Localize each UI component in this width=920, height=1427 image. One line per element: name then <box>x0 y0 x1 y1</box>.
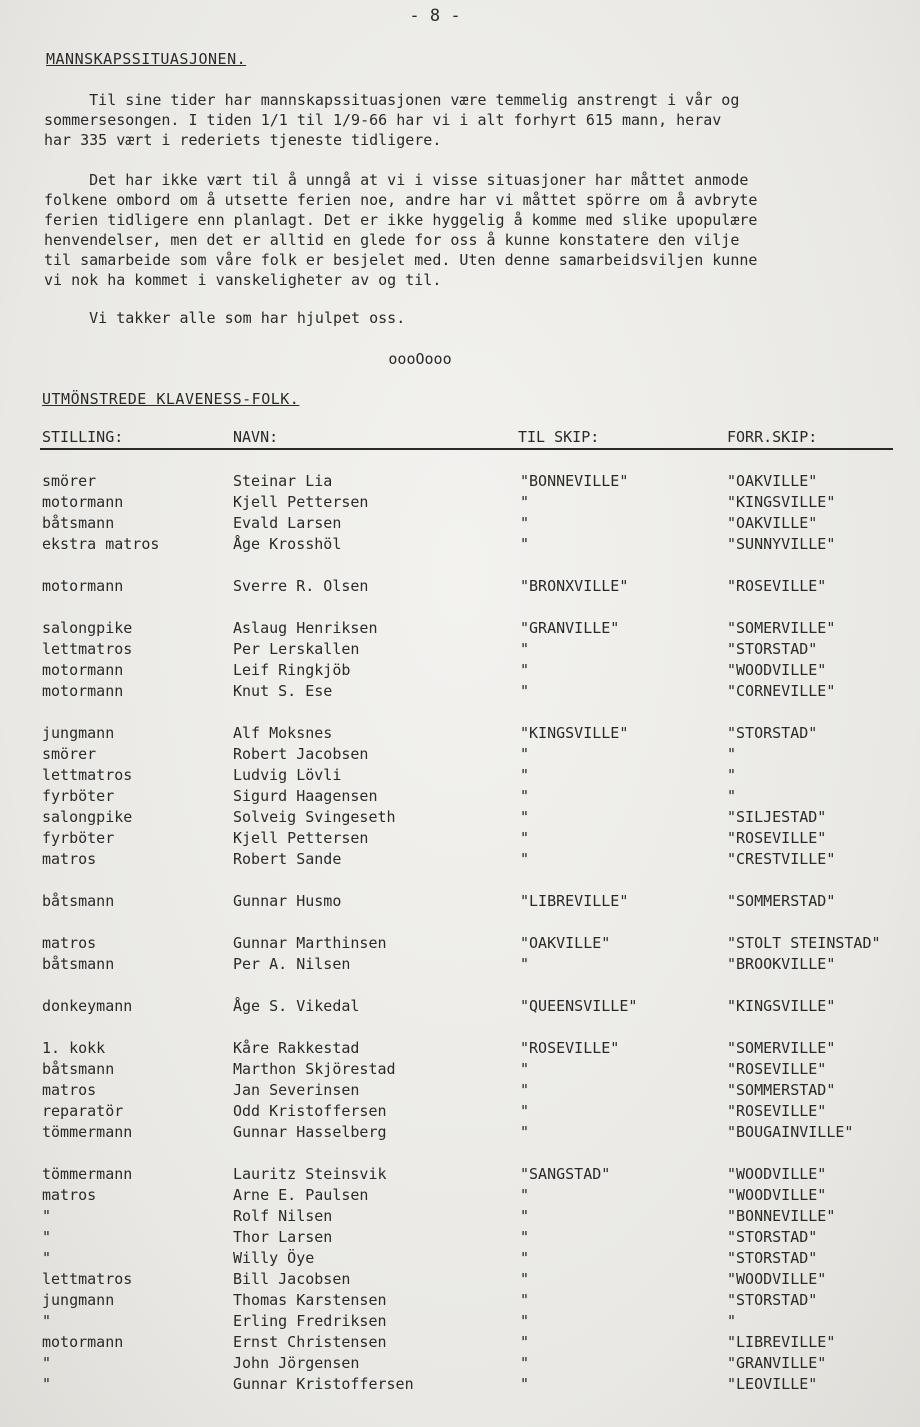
table-row <box>0 1333 920 1354</box>
stilling-cell: lettmatros <box>42 766 133 784</box>
til-skip-cell: " <box>520 745 530 763</box>
table-row <box>0 1039 920 1060</box>
table-row <box>0 1060 920 1081</box>
table-row <box>0 766 920 787</box>
navn-cell: Gunnar Husmo <box>233 892 342 910</box>
table-row <box>0 661 920 682</box>
forr-skip-cell: " <box>727 1312 737 1330</box>
table-row <box>0 829 920 850</box>
navn-cell: Leif Ringkjöb <box>233 661 351 679</box>
table-row <box>0 1207 920 1228</box>
stilling-cell: tömmermann <box>42 1123 133 1141</box>
navn-cell: Sigurd Haagensen <box>233 787 378 805</box>
table-row <box>0 1081 920 1102</box>
stilling-cell: fyrböter <box>42 829 115 847</box>
table-row <box>0 619 920 640</box>
column-header-stilling: STILLING: <box>42 428 124 446</box>
navn-cell: Knut S. Ese <box>233 682 333 700</box>
table-row <box>0 1375 920 1396</box>
header-rule <box>40 448 893 450</box>
navn-cell: Ludvig Lövli <box>233 766 342 784</box>
stilling-cell: reparatör <box>42 1102 124 1120</box>
forr-skip-cell: "STOLT STEINSTAD" <box>727 934 881 952</box>
til-skip-cell: " <box>520 1333 530 1351</box>
til-skip-cell: "BONNEVILLE" <box>520 472 629 490</box>
forr-skip-cell: "KINGSVILLE" <box>727 493 836 511</box>
forr-skip-cell: "WOODVILLE" <box>727 1270 827 1288</box>
forr-skip-cell: "STORSTAD" <box>727 1249 818 1267</box>
til-skip-cell: "ROSEVILLE" <box>520 1039 620 1057</box>
table-row <box>0 1228 920 1249</box>
stilling-cell: motormann <box>42 661 124 679</box>
til-skip-cell: " <box>520 661 530 679</box>
til-skip-cell: " <box>520 1228 530 1246</box>
til-skip-cell: " <box>520 1060 530 1078</box>
stilling-cell: motormann <box>42 682 124 700</box>
column-header-til-skip: TIL SKIP: <box>518 428 600 446</box>
section-heading-mannskap: MANNSKAPSSITUASJONEN. <box>46 50 247 68</box>
navn-cell: Solveig Svingeseth <box>233 808 396 826</box>
forr-skip-cell: "CRESTVILLE" <box>727 850 836 868</box>
table-row <box>0 745 920 766</box>
til-skip-cell: " <box>520 493 530 511</box>
forr-skip-cell: " <box>727 787 737 805</box>
til-skip-cell: " <box>520 829 530 847</box>
navn-cell: Robert Jacobsen <box>233 745 369 763</box>
navn-cell: Thor Larsen <box>233 1228 333 1246</box>
table-row <box>0 535 920 556</box>
table-row <box>0 1291 920 1312</box>
til-skip-cell: "OAKVILLE" <box>520 934 611 952</box>
til-skip-cell: "QUEENSVILLE" <box>520 997 638 1015</box>
forr-skip-cell: "STORSTAD" <box>727 724 818 742</box>
navn-cell: Willy Öye <box>233 1249 315 1267</box>
table-row <box>0 1165 920 1186</box>
navn-cell: Sverre R. Olsen <box>233 577 369 595</box>
navn-cell: Gunnar Kristoffersen <box>233 1375 414 1393</box>
til-skip-cell: " <box>520 1186 530 1204</box>
forr-skip-cell: "STORSTAD" <box>727 1291 818 1309</box>
til-skip-cell: " <box>520 1291 530 1309</box>
navn-cell: Erling Fredriksen <box>233 1312 387 1330</box>
til-skip-cell: "LIBREVILLE" <box>520 892 629 910</box>
stilling-cell: tömmermann <box>42 1165 133 1183</box>
table-row <box>0 640 920 661</box>
forr-skip-cell: " <box>727 766 737 784</box>
forr-skip-cell: "WOODVILLE" <box>727 1186 827 1204</box>
til-skip-cell: "SANGSTAD" <box>520 1165 611 1183</box>
navn-cell: Åge Krosshöl <box>233 535 342 553</box>
forr-skip-cell: "SOMERVILLE" <box>727 1039 836 1057</box>
forr-skip-cell: "SUNNYVILLE" <box>727 535 836 553</box>
paragraph-1: Til sine tider har mannskapssituasjonen være temmelig anstrengt i vår og sommersesongen. I tiden 1/1 til 1/9-66 har vi i alt forhyrt 615 mann, herav har 335 vært i rederiets tjeneste tidligere. <box>44 91 740 149</box>
til-skip-cell: " <box>520 1123 530 1141</box>
table-row <box>0 787 920 808</box>
column-header-forr-skip: FORR.SKIP: <box>727 428 818 446</box>
table-row <box>0 1186 920 1207</box>
navn-cell: Per Lerskallen <box>233 640 360 658</box>
navn-cell: Gunnar Hasselberg <box>233 1123 387 1141</box>
separator: oooOooo <box>388 350 452 368</box>
stilling-cell: motormann <box>42 493 124 511</box>
til-skip-cell: " <box>520 1207 530 1225</box>
navn-cell: John Jörgensen <box>233 1354 360 1372</box>
table-row <box>0 1123 920 1144</box>
table-row <box>0 724 920 745</box>
forr-skip-cell: "LEOVILLE" <box>727 1375 818 1393</box>
stilling-cell: " <box>42 1228 52 1246</box>
navn-cell: Gunnar Marthinsen <box>233 934 387 952</box>
til-skip-cell: " <box>520 1270 530 1288</box>
navn-cell: Bill Jacobsen <box>233 1270 351 1288</box>
forr-skip-cell: "GRANVILLE" <box>727 1354 827 1372</box>
forr-skip-cell: "SILJESTAD" <box>727 808 827 826</box>
til-skip-cell: " <box>520 1102 530 1120</box>
stilling-cell: lettmatros <box>42 640 133 658</box>
stilling-cell: salongpike <box>42 619 133 637</box>
forr-skip-cell: "KINGSVILLE" <box>727 997 836 1015</box>
stilling-cell: " <box>42 1354 52 1372</box>
til-skip-cell: " <box>520 1081 530 1099</box>
table-row <box>0 892 920 913</box>
stilling-cell: båtsmann <box>42 955 115 973</box>
forr-skip-cell: " <box>727 745 737 763</box>
stilling-cell: matros <box>42 1081 97 1099</box>
paragraph-3: Vi takker alle som har hjulpet oss. <box>44 309 406 327</box>
forr-skip-cell: "OAKVILLE" <box>727 514 818 532</box>
table-row <box>0 514 920 535</box>
stilling-cell: ekstra matros <box>42 535 160 553</box>
forr-skip-cell: "WOODVILLE" <box>727 1165 827 1183</box>
stilling-cell: båtsmann <box>42 514 115 532</box>
til-skip-cell: "BRONXVILLE" <box>520 577 629 595</box>
stilling-cell: smörer <box>42 472 97 490</box>
til-skip-cell: " <box>520 787 530 805</box>
navn-cell: Rolf Nilsen <box>233 1207 333 1225</box>
table-row <box>0 1270 920 1291</box>
navn-cell: Kjell Pettersen <box>233 493 369 511</box>
forr-skip-cell: "SOMMERSTAD" <box>727 892 836 910</box>
table-row <box>0 997 920 1018</box>
navn-cell: Kjell Pettersen <box>233 829 369 847</box>
table-row <box>0 850 920 871</box>
til-skip-cell: "GRANVILLE" <box>520 619 620 637</box>
crew-table <box>0 472 920 1396</box>
forr-skip-cell: "CORNEVILLE" <box>727 682 836 700</box>
navn-cell: Alf Moksnes <box>233 724 333 742</box>
table-row <box>0 1102 920 1123</box>
til-skip-cell: "KINGSVILLE" <box>520 724 629 742</box>
stilling-cell: båtsmann <box>42 1060 115 1078</box>
til-skip-cell: " <box>520 640 530 658</box>
til-skip-cell: " <box>520 808 530 826</box>
til-skip-cell: " <box>520 1312 530 1330</box>
til-skip-cell: " <box>520 1249 530 1267</box>
stilling-cell: jungmann <box>42 1291 115 1309</box>
til-skip-cell: " <box>520 682 530 700</box>
til-skip-cell: " <box>520 1375 530 1393</box>
navn-cell: Per A. Nilsen <box>233 955 351 973</box>
navn-cell: Åge S. Vikedal <box>233 997 360 1015</box>
navn-cell: Robert Sande <box>233 850 342 868</box>
navn-cell: Jan Severinsen <box>233 1081 360 1099</box>
table-row <box>0 682 920 703</box>
stilling-cell: matros <box>42 1186 97 1204</box>
table-row <box>0 808 920 829</box>
forr-skip-cell: "LIBREVILLE" <box>727 1333 836 1351</box>
stilling-cell: matros <box>42 850 97 868</box>
table-row <box>0 1354 920 1375</box>
til-skip-cell: " <box>520 850 530 868</box>
forr-skip-cell: "BROOKVILLE" <box>727 955 836 973</box>
table-row <box>0 955 920 976</box>
til-skip-cell: " <box>520 535 530 553</box>
stilling-cell: " <box>42 1249 52 1267</box>
forr-skip-cell: "ROSEVILLE" <box>727 1060 827 1078</box>
column-header-navn: NAVN: <box>233 428 279 446</box>
stilling-cell: jungmann <box>42 724 115 742</box>
forr-skip-cell: "BONNEVILLE" <box>727 1207 836 1225</box>
navn-cell: Steinar Lia <box>233 472 333 490</box>
stilling-cell: donkeymann <box>42 997 133 1015</box>
table-row <box>0 577 920 598</box>
til-skip-cell: " <box>520 514 530 532</box>
navn-cell: Thomas Karstensen <box>233 1291 387 1309</box>
forr-skip-cell: "SOMMERSTAD" <box>727 1081 836 1099</box>
forr-skip-cell: "WOODVILLE" <box>727 661 827 679</box>
stilling-cell: lettmatros <box>42 1270 133 1288</box>
forr-skip-cell: "STORSTAD" <box>727 1228 818 1246</box>
table-row <box>0 472 920 493</box>
stilling-cell: " <box>42 1375 52 1393</box>
navn-cell: Evald Larsen <box>233 514 342 532</box>
forr-skip-cell: "OAKVILLE" <box>727 472 818 490</box>
table-row <box>0 1249 920 1270</box>
forr-skip-cell: "BOUGAINVILLE" <box>727 1123 854 1141</box>
forr-skip-cell: "ROSEVILLE" <box>727 1102 827 1120</box>
stilling-cell: fyrböter <box>42 787 115 805</box>
stilling-cell: " <box>42 1207 52 1225</box>
table-row <box>0 1312 920 1333</box>
navn-cell: Lauritz Steinsvik <box>233 1165 387 1183</box>
stilling-cell: " <box>42 1312 52 1330</box>
navn-cell: Ernst Christensen <box>233 1333 387 1351</box>
forr-skip-cell: "ROSEVILLE" <box>727 577 827 595</box>
stilling-cell: motormann <box>42 577 124 595</box>
stilling-cell: smörer <box>42 745 97 763</box>
forr-skip-cell: "STORSTAD" <box>727 640 818 658</box>
navn-cell: Odd Kristoffersen <box>233 1102 387 1120</box>
til-skip-cell: " <box>520 1354 530 1372</box>
section-heading-utmonstrede: UTMÖNSTREDE KLAVENESS-FOLK. <box>42 390 300 408</box>
stilling-cell: 1. kokk <box>42 1039 106 1057</box>
forr-skip-cell: "SOMERVILLE" <box>727 619 836 637</box>
til-skip-cell: " <box>520 955 530 973</box>
table-row <box>0 493 920 514</box>
stilling-cell: matros <box>42 934 97 952</box>
page-number: - 8 - <box>409 6 461 26</box>
stilling-cell: motormann <box>42 1333 124 1351</box>
til-skip-cell: " <box>520 766 530 784</box>
navn-cell: Aslaug Henriksen <box>233 619 378 637</box>
stilling-cell: båtsmann <box>42 892 115 910</box>
table-row <box>0 934 920 955</box>
forr-skip-cell: "ROSEVILLE" <box>727 829 827 847</box>
navn-cell: Arne E. Paulsen <box>233 1186 369 1204</box>
paragraph-2: Det har ikke vært til å unngå at vi i visse situasjoner har måttet anmode folkene ombord om å utsette ferien noe, andre har vi måttet spörre om å avbryte ferien tidligere enn planlagt. Det er ikke hyggelig å komme med slike upopulære henvendelser, men det er alltid en glede for oss å kunne konstatere den vilje til samarbeide som våre folk er besjelet med. Uten denne samarbeidsviljen kunne vi nok ha kommet i vanskeligheter av og til. <box>44 171 758 289</box>
navn-cell: Kåre Rakkestad <box>233 1039 360 1057</box>
stilling-cell: salongpike <box>42 808 133 826</box>
navn-cell: Marthon Skjörestad <box>233 1060 396 1078</box>
